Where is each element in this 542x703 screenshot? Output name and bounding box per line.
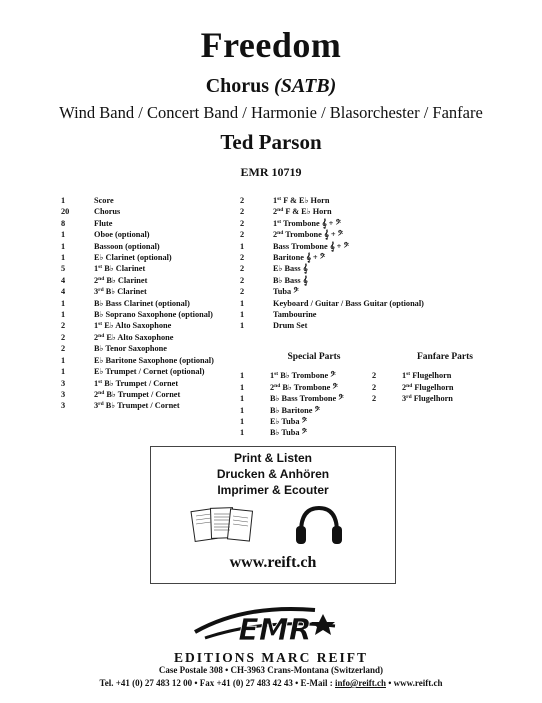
part-ordinal: 1 <box>270 371 275 381</box>
part-ordinal-suffix: st <box>277 218 282 225</box>
part-label: B♭ Trumpet / Cornet <box>103 401 180 411</box>
part-name <box>273 195 329 206</box>
part-row <box>372 370 512 381</box>
part-name <box>270 416 307 427</box>
part-label: Keyboard / Guitar / Bass Guitar (optional) <box>273 298 424 308</box>
part-ordinal: 1 <box>94 264 99 274</box>
promo-line-3: Imprimer & Ecouter <box>217 483 329 497</box>
part-quantity: 2 <box>240 230 245 240</box>
part-name <box>402 382 454 393</box>
part-name <box>94 252 172 263</box>
part-name <box>273 241 349 252</box>
parts-list-left <box>61 195 251 412</box>
part-name <box>94 298 190 309</box>
part-ordinal-suffix: rd <box>406 394 412 401</box>
part-name <box>94 378 178 389</box>
special-parts <box>240 352 380 439</box>
part-quantity: 3 <box>61 378 66 388</box>
contact-website: • www.reift.ch <box>385 678 443 688</box>
part-name <box>94 332 173 343</box>
part-row <box>240 195 520 206</box>
part-quantity: 2 <box>240 275 245 285</box>
fanfare-parts-items <box>372 370 512 404</box>
part-ordinal: 3 <box>402 394 407 404</box>
part-ordinal-suffix: rd <box>98 287 104 294</box>
part-ordinal: 1 <box>273 218 278 228</box>
part-name <box>94 389 180 400</box>
part-row <box>240 370 380 381</box>
part-name <box>270 370 336 381</box>
part-label: Trombone 𝄞 + 𝄢 <box>281 218 341 228</box>
part-quantity: 2 <box>240 207 245 217</box>
part-name <box>273 320 307 331</box>
part-label: E♭ Trumpet / Cornet (optional) <box>94 367 205 377</box>
part-quantity: 2 <box>61 321 66 331</box>
print-listen-box <box>150 446 396 584</box>
part-label: F & E♭ Horn <box>283 207 332 217</box>
part-name <box>94 400 180 411</box>
part-quantity: 1 <box>61 355 66 365</box>
part-row <box>61 229 251 240</box>
part-row <box>61 309 251 320</box>
composer: Ted Parson <box>220 130 322 154</box>
part-row <box>61 206 251 217</box>
part-row <box>61 389 251 400</box>
part-row <box>240 427 380 438</box>
part-label: F & E♭ Horn <box>281 196 330 205</box>
part-quantity: 1 <box>240 405 245 415</box>
part-row <box>240 263 520 274</box>
part-ordinal-suffix: st <box>274 371 279 378</box>
part-quantity: 2 <box>240 264 245 274</box>
emr-logo <box>175 600 375 652</box>
logo-text: EMR <box>238 613 312 648</box>
part-quantity: 1 <box>61 310 66 320</box>
part-quantity: 1 <box>61 230 66 240</box>
part-quantity: 2 <box>240 253 245 263</box>
part-quantity: 1 <box>240 394 245 404</box>
special-parts-heading: Special Parts <box>287 352 341 362</box>
part-row <box>240 320 520 331</box>
part-ordinal-suffix: nd <box>98 332 105 339</box>
part-row <box>240 252 520 263</box>
part-label: B♭ Baritone 𝄢 <box>270 405 320 415</box>
part-row <box>240 286 520 297</box>
part-quantity: 1 <box>240 428 245 438</box>
part-row <box>240 218 520 229</box>
part-ordinal-suffix: st <box>98 378 103 385</box>
part-label: E♭ Tuba 𝄢 <box>270 417 307 427</box>
part-label: B♭ Tenor Saxophone <box>94 344 167 354</box>
part-ordinal: 1 <box>94 321 99 331</box>
part-quantity: 1 <box>240 310 245 320</box>
part-name <box>94 343 167 354</box>
part-label: Flugelhorn <box>412 382 454 392</box>
special-parts-items <box>240 370 380 438</box>
part-label: Tuba 𝄢 <box>273 287 299 297</box>
part-quantity: 1 <box>240 371 245 381</box>
part-name <box>402 370 451 381</box>
ensemble-line: Wind Band / Concert Band / Harmonie / Blasorchester / Fanfare <box>59 103 483 122</box>
part-label: B♭ Bass 𝄞 <box>273 275 308 285</box>
part-row <box>61 195 251 206</box>
part-row <box>61 378 251 389</box>
part-name <box>94 218 112 229</box>
part-quantity: 4 <box>61 287 66 297</box>
part-quantity: 1 <box>240 417 245 427</box>
part-row <box>61 241 251 252</box>
part-label: Flute <box>94 218 113 228</box>
part-ordinal-suffix: st <box>277 196 282 202</box>
part-name <box>273 286 299 297</box>
part-row <box>240 229 520 240</box>
part-name <box>94 241 160 252</box>
part-quantity: 2 <box>61 344 66 354</box>
publisher-contact <box>0 678 542 688</box>
part-quantity: 8 <box>61 218 66 228</box>
part-name <box>273 263 308 274</box>
part-name <box>94 309 213 320</box>
part-quantity: 2 <box>372 382 377 392</box>
part-name <box>273 206 332 217</box>
publisher-address: Case Postale 308 • CH-3963 Crans-Montana (Switzerland) <box>158 665 384 675</box>
part-label: B♭ Clarinet <box>104 275 148 285</box>
part-name <box>94 286 147 297</box>
promo-line-1: Print & Listen <box>233 451 312 465</box>
part-quantity: 1 <box>240 298 245 308</box>
part-ordinal-suffix: nd <box>406 382 413 389</box>
part-row <box>240 382 380 393</box>
part-ordinal: 2 <box>273 230 278 240</box>
promo-icons <box>189 502 359 550</box>
part-quantity: 1 <box>61 367 66 377</box>
part-ordinal-suffix: st <box>406 371 411 378</box>
part-name <box>270 405 320 416</box>
headphones-icon <box>296 508 342 544</box>
part-quantity: 2 <box>240 287 245 297</box>
part-ordinal-suffix: st <box>98 264 103 271</box>
part-label: Baritone 𝄞 + 𝄢 <box>273 253 326 263</box>
star-icon <box>311 614 335 635</box>
part-quantity: 1 <box>61 241 66 251</box>
part-name <box>273 252 325 263</box>
part-label: E♭ Clarinet (optional) <box>94 253 172 263</box>
part-ordinal: 2 <box>270 382 275 392</box>
part-row <box>61 366 251 377</box>
part-quantity: 1 <box>61 298 66 308</box>
part-label: E♭ Baritone Saxophone (optional) <box>94 355 214 365</box>
part-ordinal: 2 <box>94 275 99 285</box>
publisher-name: EDITIONS MARC REIFT <box>173 650 369 665</box>
part-name <box>94 263 145 274</box>
part-name <box>94 195 114 206</box>
part-row <box>240 309 520 320</box>
part-ordinal: 2 <box>273 207 278 217</box>
catalog-code: EMR 10719 <box>240 165 302 179</box>
part-name <box>270 393 344 404</box>
part-ordinal-suffix: nd <box>277 230 284 237</box>
part-row <box>61 332 251 343</box>
promo-line-2: Drucken & Anhören <box>216 467 330 481</box>
part-row <box>372 393 512 404</box>
part-ordinal: 3 <box>94 401 99 411</box>
part-ordinal: 2 <box>94 389 99 399</box>
promo-url[interactable]: www.reift.ch <box>229 554 317 571</box>
part-label: B♭ Bass Clarinet (optional) <box>94 298 190 308</box>
part-name <box>273 298 424 309</box>
part-name <box>402 393 453 404</box>
part-ordinal-suffix: nd <box>98 389 105 396</box>
subtitle-main: Chorus <box>205 75 270 97</box>
part-label: B♭ Clarinet <box>102 264 146 274</box>
part-quantity: 2 <box>240 196 245 205</box>
part-row <box>61 263 251 274</box>
part-name <box>94 355 214 366</box>
part-label: Flugelhorn <box>411 394 453 404</box>
part-name <box>94 229 150 240</box>
part-quantity: 1 <box>240 382 245 392</box>
part-label: Bass Trombone 𝄞 + 𝄢 <box>273 241 349 251</box>
part-label: Drum Set <box>273 321 308 331</box>
part-quantity: 2 <box>240 218 245 228</box>
part-ordinal-suffix: st <box>98 321 103 328</box>
part-label: B♭ Trumpet / Cornet <box>102 378 179 388</box>
part-row <box>240 405 380 416</box>
part-name <box>273 218 341 229</box>
part-name <box>94 366 205 377</box>
part-ordinal-suffix: nd <box>98 275 105 282</box>
part-row <box>240 298 520 309</box>
parts-list-right <box>240 195 520 332</box>
part-row <box>61 275 251 286</box>
part-row <box>240 206 520 217</box>
promo-text <box>151 450 395 498</box>
part-row <box>61 355 251 366</box>
part-quantity: 2 <box>61 332 66 342</box>
part-label: B♭ Tuba 𝄢 <box>270 428 307 438</box>
part-name <box>273 275 308 286</box>
part-name <box>273 309 317 320</box>
part-row <box>61 298 251 309</box>
part-row <box>61 320 251 331</box>
part-label: E♭ Alto Saxophone <box>104 332 174 342</box>
part-ordinal-suffix: nd <box>274 382 281 389</box>
part-label: B♭ Trombone 𝄢 <box>278 371 336 381</box>
fanfare-parts <box>372 352 512 405</box>
part-name <box>270 427 307 438</box>
part-quantity: 5 <box>61 264 66 274</box>
part-label: B♭ Trumpet / Cornet <box>104 389 181 399</box>
part-label: Trombone 𝄞 + 𝄢 <box>283 230 343 240</box>
part-quantity: 4 <box>61 275 66 285</box>
part-ordinal: 1 <box>94 378 99 388</box>
part-name <box>270 382 338 393</box>
part-label: Score <box>94 196 114 205</box>
part-name <box>273 229 343 240</box>
part-quantity: 1 <box>61 253 66 263</box>
part-row <box>61 218 251 229</box>
part-ordinal: 3 <box>94 287 99 297</box>
part-quantity: 3 <box>61 401 66 411</box>
part-row <box>240 416 380 427</box>
fanfare-parts-heading: Fanfare Parts <box>416 352 474 362</box>
part-quantity: 1 <box>240 321 245 331</box>
part-name <box>94 320 171 331</box>
part-quantity: 1 <box>61 196 66 205</box>
part-label: Chorus <box>94 207 121 217</box>
part-ordinal-suffix: rd <box>98 401 104 408</box>
sheet-music-icon <box>191 508 252 542</box>
part-label: Bassoon (optional) <box>94 241 160 251</box>
part-ordinal: 1 <box>402 371 407 381</box>
part-quantity: 2 <box>372 394 377 404</box>
part-ordinal: 1 <box>273 196 278 205</box>
title: Freedom <box>200 25 342 65</box>
part-ordinal: 2 <box>94 332 99 342</box>
subtitle <box>0 75 542 98</box>
part-row <box>61 252 251 263</box>
part-ordinal-suffix: nd <box>277 207 284 214</box>
part-label: B♭ Trombone 𝄢 <box>280 382 338 392</box>
part-name <box>94 206 120 217</box>
part-row <box>61 400 251 411</box>
part-quantity: 3 <box>61 389 66 399</box>
part-name <box>94 275 147 286</box>
part-row <box>61 343 251 354</box>
contact-phone-fax: Tel. +41 (0) 27 483 12 00 • Fax +41 (0) 27 483 42 43 • E-Mail : <box>99 678 336 688</box>
part-quantity: 20 <box>61 207 70 217</box>
part-row <box>240 275 520 286</box>
part-label: Flugelhorn <box>410 371 452 381</box>
part-label: E♭ Bass 𝄞 <box>273 264 308 274</box>
part-row <box>372 382 512 393</box>
part-row <box>240 393 380 404</box>
part-ordinal: 2 <box>402 382 407 392</box>
part-label: B♭ Bass Trombone 𝄢 <box>270 394 344 404</box>
subtitle-voicing: (SATB) <box>274 75 337 97</box>
part-label: B♭ Soprano Saxophone (optional) <box>94 310 213 320</box>
part-quantity: 2 <box>372 371 377 381</box>
part-label: E♭ Alto Saxophone <box>102 321 172 331</box>
part-row <box>61 286 251 297</box>
contact-email-link[interactable]: info@reift.ch <box>335 678 386 688</box>
part-label: Tambourine <box>273 310 317 320</box>
part-row <box>240 241 520 252</box>
part-label: Oboe (optional) <box>94 230 150 240</box>
part-quantity: 1 <box>240 241 245 251</box>
part-label: B♭ Clarinet <box>103 287 147 297</box>
